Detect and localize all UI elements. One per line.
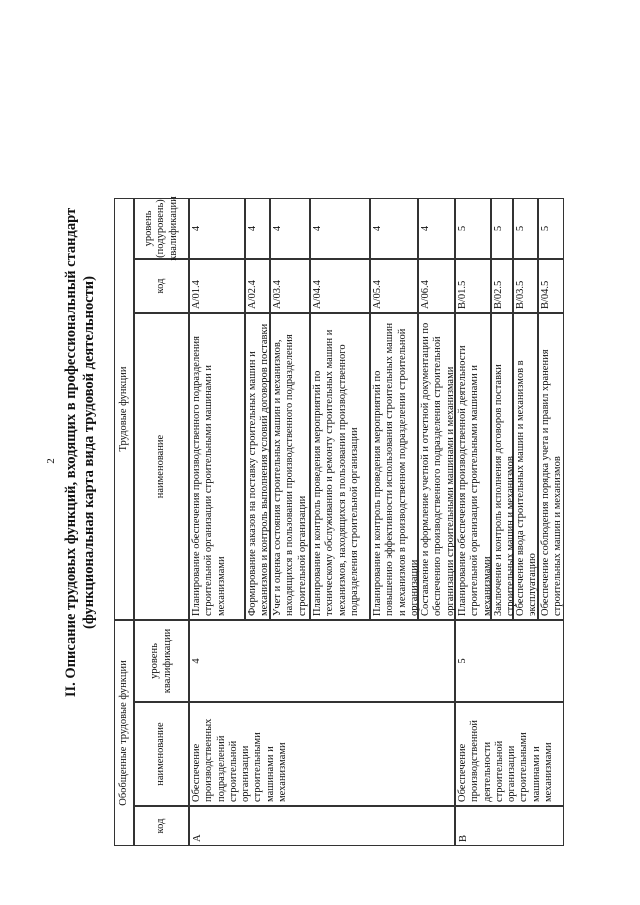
header-function-name: наименование bbox=[134, 313, 189, 620]
function-level: 4 bbox=[189, 198, 245, 259]
function-level: 5 bbox=[513, 198, 538, 259]
function-code: B/01.5 bbox=[455, 259, 491, 313]
header-name: наименование bbox=[134, 702, 189, 806]
function-code: A/02.4 bbox=[245, 259, 270, 313]
function-name: Учет и оценка состояния строительных машин и механизмов, находящихся в пользовании производственного подразделения строительной организации bbox=[270, 313, 310, 620]
function-level: 5 bbox=[538, 198, 564, 259]
function-level: 4 bbox=[370, 198, 418, 259]
header-level: уровень квалификации bbox=[134, 620, 189, 702]
function-code: B/03.5 bbox=[513, 259, 538, 313]
group-code: B bbox=[455, 806, 564, 846]
function-code: B/02.5 bbox=[491, 259, 513, 313]
group-code: A bbox=[189, 806, 455, 846]
header-code: код bbox=[134, 806, 189, 846]
function-level: 4 bbox=[270, 198, 310, 259]
function-level: 4 bbox=[245, 198, 270, 259]
function-code: A/06.4 bbox=[418, 259, 455, 313]
group-level: 5 bbox=[455, 620, 564, 702]
function-name: Заключение и контроль исполнения договоров поставки строительных машин и механизмов bbox=[491, 313, 513, 620]
header-labor-functions: Трудовые функции bbox=[114, 198, 134, 620]
function-level: 5 bbox=[491, 198, 513, 259]
function-name: Планирование и контроль проведения мероприятий по техническому обслуживанию и ремонту строительных машин и механизмов, находящихся в пользовании производственного подразделения строительной организации bbox=[310, 313, 370, 620]
function-name: Обеспечение ввода строительных машин и механизмов в эксплуатацию bbox=[513, 313, 538, 620]
function-code: A/04.4 bbox=[310, 259, 370, 313]
function-code: A/01.4 bbox=[189, 259, 245, 313]
function-code: B/04.5 bbox=[538, 259, 564, 313]
function-name: Составление и оформление учетной и отчетной документации по обеспечению производственного подразделения строительной организации строительными машинами и механизмами bbox=[418, 313, 455, 620]
function-level: 4 bbox=[418, 198, 455, 259]
function-name: Обеспечение соблюдения порядка учета и правил хранения строительных машин и механизмов bbox=[538, 313, 564, 620]
header-function-code: код bbox=[134, 259, 189, 313]
function-code: A/05.4 bbox=[370, 259, 418, 313]
group-name: Обеспечение производственной деятельности строительной организации строительными машинами и механизмами bbox=[455, 702, 564, 806]
function-name: Формирование заказов на поставку строительных машин и механизмов и контроль выполнения условий договоров поставки bbox=[245, 313, 270, 620]
function-name: Планирование и контроль проведения мероприятий по повышению эффективности использования строительных машин и механизмов в производственном подразделении строительной организации bbox=[370, 313, 418, 620]
section-title: II. Описание трудовых функций, входящих в профессиональный стандарт bbox=[63, 207, 79, 698]
function-name: Планирование обеспечения производственной деятельности строительной организации строительными машинами и механизмами bbox=[455, 313, 491, 620]
section-subtitle: (функциональная карта вида трудовой деятельности) bbox=[81, 276, 97, 629]
group-name: Обеспечение производственных подразделений строительной организации строительными машинами и механизмами bbox=[189, 702, 455, 806]
function-code: A/03.4 bbox=[270, 259, 310, 313]
function-name: Планирование обеспечения производственного подразделения строительной организации строительными машинами и механизмами bbox=[189, 313, 245, 620]
header-sublevel: уровень (подуровень) квалификации bbox=[134, 198, 189, 259]
function-level: 5 bbox=[455, 198, 491, 259]
function-level: 4 bbox=[310, 198, 370, 259]
header-generalized-functions: Обобщенные трудовые функции bbox=[114, 620, 134, 846]
group-level: 4 bbox=[189, 620, 455, 702]
page-number: 2 bbox=[45, 458, 57, 464]
